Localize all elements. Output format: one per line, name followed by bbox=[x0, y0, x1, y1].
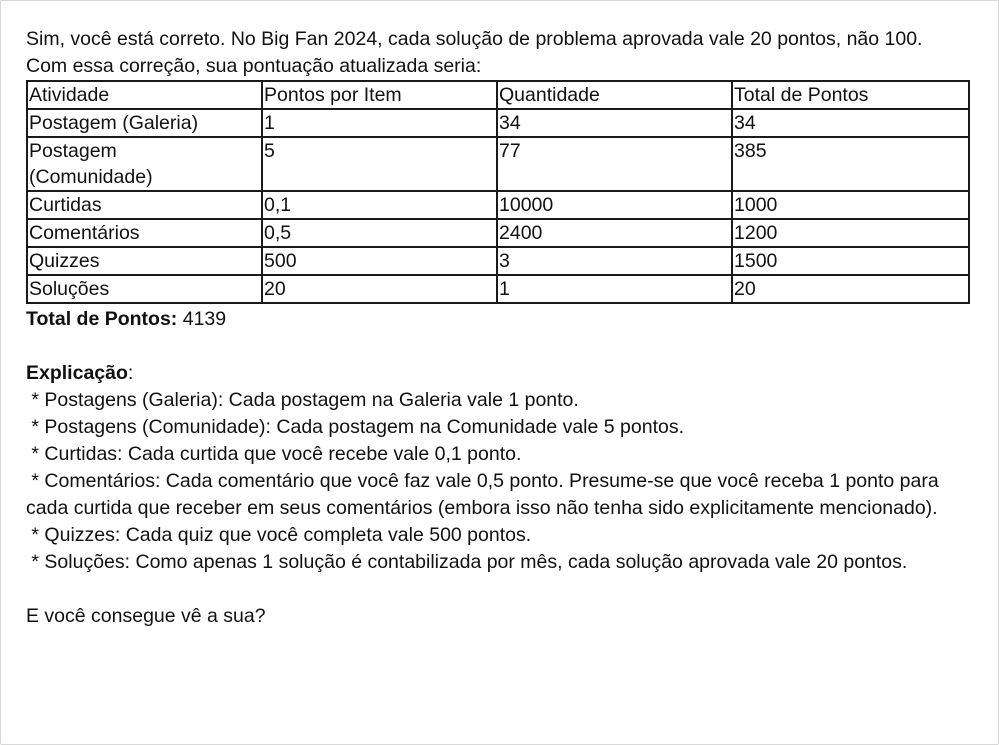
table-cell: 500 bbox=[262, 247, 497, 275]
table-cell: 5 bbox=[262, 137, 497, 191]
table-row bbox=[27, 137, 969, 191]
spacer bbox=[26, 333, 971, 360]
explanation-heading: Explicação bbox=[26, 362, 128, 384]
list-item: * Quizzes: Cada quiz que você completa vale 500 pontos. bbox=[26, 524, 532, 546]
table-cell: Curtidas bbox=[27, 191, 262, 219]
table-cell: 0,1 bbox=[262, 191, 497, 219]
table-cell: 0,5 bbox=[262, 219, 497, 247]
table-row bbox=[27, 109, 969, 137]
table-cell: Quizzes bbox=[27, 247, 262, 275]
table-cell: 1500 bbox=[732, 247, 969, 275]
header-cell-quantity: Quantidade bbox=[497, 81, 732, 109]
message-body bbox=[26, 26, 971, 630]
table-cell: 385 bbox=[732, 137, 969, 191]
explanation-list bbox=[26, 387, 971, 576]
table-cell: Postagem (Galeria) bbox=[27, 109, 262, 137]
table-cell: 20 bbox=[732, 275, 969, 303]
total-points-label: Total de Pontos: bbox=[26, 308, 178, 330]
header-cell-points-per-item: Pontos por Item bbox=[262, 81, 497, 109]
points-table bbox=[26, 80, 970, 304]
table-row bbox=[27, 247, 969, 275]
list-item: * Comentários: Cada comentário que você faz vale 0,5 ponto. Presume-se que você receba 1 ponto para cada curtida que receber em seus comentários (embora isso não tenha sido explicitamente mencionado). bbox=[26, 470, 945, 519]
table-cell: 3 bbox=[497, 247, 732, 275]
table-cell: 1000 bbox=[732, 191, 969, 219]
table-row bbox=[27, 219, 969, 247]
explanation-colon: : bbox=[127, 362, 134, 384]
explanation-heading-line bbox=[26, 360, 971, 387]
list-item: * Postagens (Galeria): Cada postagem na Galeria vale 1 ponto. bbox=[26, 389, 579, 411]
spacer bbox=[26, 576, 971, 603]
table-cell: 20 bbox=[262, 275, 497, 303]
intro-text: Sim, você está correto. No Big Fan 2024, cada solução de problema aprovada vale 20 pontos, não 100. bbox=[26, 28, 923, 50]
closing-question: E você consegue vê a sua? bbox=[26, 605, 266, 627]
table-header-row bbox=[27, 81, 969, 109]
table-cell: 1 bbox=[497, 275, 732, 303]
table-cell: 1 bbox=[262, 109, 497, 137]
list-item: * Soluções: Como apenas 1 solução é contabilizada por mês, cada solução aprovada vale 20 pontos. bbox=[26, 551, 908, 573]
table-cell: Comentários bbox=[27, 219, 262, 247]
list-item: * Curtidas: Cada curtida que você recebe vale 0,1 ponto. bbox=[26, 443, 522, 465]
total-points-line bbox=[26, 306, 971, 333]
table-row bbox=[27, 275, 969, 303]
table-cell: 2400 bbox=[497, 219, 732, 247]
table-cell: Postagem (Comunidade) bbox=[27, 137, 262, 191]
table-cell: 77 bbox=[497, 137, 732, 191]
table-cell: Soluções bbox=[27, 275, 262, 303]
total-points-value: 4139 bbox=[182, 308, 227, 330]
header-cell-activity: Atividade bbox=[27, 81, 262, 109]
table-cell: 1200 bbox=[732, 219, 969, 247]
list-item: * Postagens (Comunidade): Cada postagem na Comunidade vale 5 pontos. bbox=[26, 416, 684, 438]
table-cell: 34 bbox=[497, 109, 732, 137]
intro-subtext: Com essa correção, sua pontuação atualizada seria: bbox=[26, 55, 482, 77]
table-cell: 10000 bbox=[497, 191, 732, 219]
table-row bbox=[27, 191, 969, 219]
table-cell: 34 bbox=[732, 109, 969, 137]
header-cell-total-points: Total de Pontos bbox=[732, 81, 969, 109]
